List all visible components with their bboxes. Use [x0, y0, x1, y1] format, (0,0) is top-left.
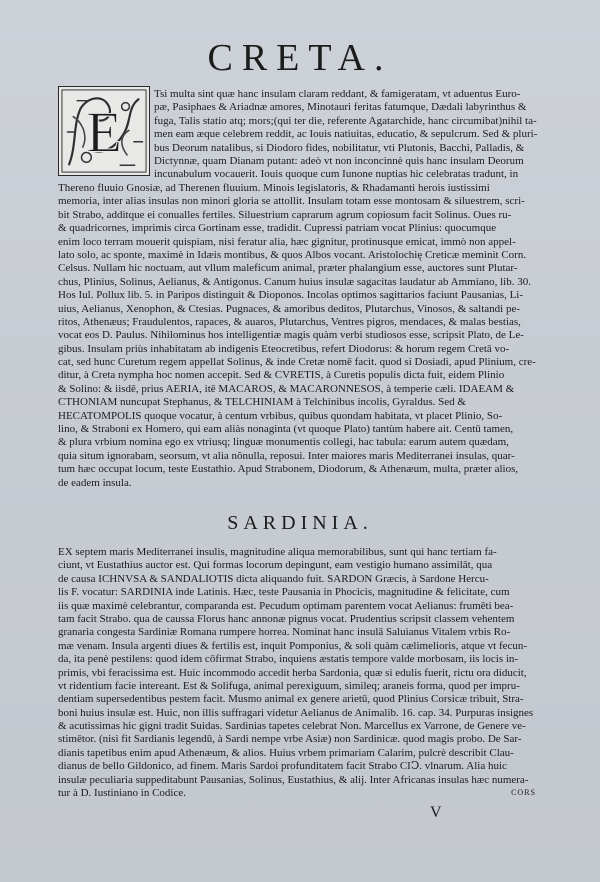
- text-line: quia situm ignorabam, seorsum, vt alia nõnulla, reposui. Inter maiores maris Mediterranei insulas, quar-: [58, 449, 515, 462]
- text-line: bit Strabo, additque ei conualles fertiles. Siluestrium caprarum agrum copiosum facit Solinus. Oues ru-: [58, 208, 512, 221]
- text-line: CTHONIAM nuncupat Stephanus, & TELCHINIAM à Telchinibus incolis, Gyraldus. Sed &: [58, 396, 466, 409]
- text-line: dianus de bello Gildonico, ad finem. Maris Sardoi profunditatem facit Strabo CIↃ. vlnarum. Alia huic: [58, 760, 507, 773]
- text-line: de causa ICHNVSA & SANDALIOTIS dicta aliquando fuit. SARDON Græcis, à Sardone Hercu-: [58, 572, 489, 585]
- text-line: lato solo, ac sponte, maximè in Idæis montibus, & quos Albos vocant. Aristolochię Creticæ meminit Corn.: [58, 248, 527, 261]
- ornament-icon: [59, 87, 149, 175]
- svg-text:E: E: [86, 99, 122, 165]
- text-line: & plura vrbium nomina ego ex vtriusq; linguæ monumentis collegi, hac tabula: earum autem quædam,: [58, 436, 509, 449]
- text-line: ciunt, vt Eustathius auctor est. Qui formas locorum depingunt, eam vestigio humano assimilāt, qua: [58, 559, 493, 572]
- text-line: Celsus. Nullam hic noctuam, aut vllum maleficum animal, præter phalangium esse, auctores sunt Plutar-: [58, 262, 518, 275]
- text-line: lis F. vocatur: SARDINIA inde Latinis. Hæc, teste Pausania in Phocicis, magnitudine & felicitate, cum: [58, 586, 510, 599]
- text-line: gibus. Insulam priùs inhabitatam ab indigenis Eteocretibus, refert Diodorus: & horum regem Cretā vo-: [58, 342, 510, 355]
- text-line: insulæ peculiaria suppeditabunt Pausanias, Solinus, Eustathius, & alij. Inter Africanas insulas hæc numera-: [58, 773, 529, 786]
- text-line: & quadricornes, imprimis circa Gortinam esse, tradidit. Cupressi patriam vocat Plinius: quocumque: [58, 222, 497, 235]
- text-line: boni huius insulæ est. Huic, non illis suffragari videtur Aelianus de Animalib. 16. cap. 34. Purpuras insignes: [58, 706, 534, 719]
- text-line: ritos, Athenæus; Fraudulentos, rapaces, & auaros, Plutarchus, Ventres pigros, mendaces, & malas bestias,: [58, 315, 521, 328]
- text-line: mæ venam. Insula argenti diues & fertilis est, inquit Pomponius, & soli quàm cælimelioris, atque vt fecun-: [58, 639, 528, 652]
- catchword: CORS: [511, 788, 536, 797]
- text-line: tum hæc occupat locum, teste Eustathio. Apud Strabonem, Diodorum, & Athenæum, multa, præter alios,: [58, 463, 519, 476]
- text-line: incunabulum vocauerit. Iouis quoque cum Iunone nuptias hic celebratas tradunt, in: [154, 168, 519, 181]
- text-line: dentiam supersedentibus pestem facit. Musmo animal ex genere arietū, quod Plinius Corsicæ tribuit, Stra-: [58, 693, 524, 706]
- page-title: CRETA.: [207, 37, 393, 79]
- text-line: uius, Aelianus, Xenophon, & Ctesias. Pugnaces, & amoribus deditos, Plutarchus, Vinosos, & saltandi pe-: [58, 302, 521, 315]
- text-line: bus Deorum natalibus, si Diodoro fides, nobilitatur, vti Plutonis, Bacchi, Palladis, &: [154, 141, 525, 154]
- text-line: enim loco terram mouerit quispiam, nisi feratur alia, hæc gignitur, protinusque emicat, immò non appel-: [58, 235, 516, 248]
- text-line: HECATOMPOLIS quoque vocatur, à centum vrbibus, quibus quondam habitata, vt placet Plinio, So-: [58, 409, 503, 422]
- text-line: iis quæ maximè celebrantur, comparanda est. Pecudum optimam parentem vocat Aelianus: frumēti bea-: [58, 599, 514, 612]
- text-line: vt ridentium facie intereant. Est & Solifuga, animal perexiguum, simileq; araneis forma, quod per impru-: [58, 679, 520, 692]
- text-line: Tsi multa sint quæ hanc insulam claram reddant, & famigeratam, vt aduentus Euro-: [154, 88, 521, 100]
- section-title-sardinia: SARDINIA.: [227, 512, 373, 534]
- creta-body: [58, 182, 552, 490]
- sardinia-body: [58, 546, 552, 800]
- text-line: vocat eos D. Paulus. Nihilominus hos intelligentiæ magis quàm verbi studiosos esse, scripsit Plato, de Le-: [58, 329, 524, 342]
- text-line: tur à D. Iustiniano in Codice.: [58, 787, 187, 800]
- text-line: de eadem insula.: [58, 476, 132, 489]
- text-line: EX septem maris Mediterranei insulis, magnitudine aliqua memorabilibus, sunt qui hanc tertiam fa-: [58, 546, 497, 558]
- signature-mark: V: [430, 804, 442, 821]
- text-line: ditur, à Creta nympha hoc nomen accepit. Sed & CVRETIS, à Curetis populis dicta fuit, eidem Plinio: [58, 369, 505, 382]
- text-line: Hos Iul. Pollux lib. 5. in Paripos distinguit & Dioponos. Incolas optimos sagittarios faciunt Pausanias, Li-: [58, 289, 524, 302]
- text-line: tam facit Strabo. qua de caussa Florus hanc annonæ pignus vocat. Prudentius scripsit classem vehentem: [58, 612, 515, 625]
- text-line: pæ, Pasiphaes & Ariadnæ amores, Minotauri feritas fatumque, Dædali labyrinthus &: [154, 101, 527, 114]
- text-line: lino, & Straboni ex Homero, qui eam aliàs nonaginta (vt quoque Plato) tantùm habere ait. Centū tamen,: [58, 423, 514, 436]
- creta-intro-block: [154, 88, 552, 182]
- text-line: cat, sed hunc Curetum regem appellat Solinus, & inde Cretæ nomē facit. quod si Dosiadi, apud Plinium, cre-: [58, 356, 536, 369]
- text-line: granaria congesta Sardiniæ Romana rumpere horrea. Nominat hanc insulā Saluianus Vitalem vrbis Ro-: [58, 626, 511, 639]
- text-line: primis, vbi feracissima est. Huic incommodo accedit herba Sardonia, quæ si edulis fuerit, rictu ora diducit,: [58, 666, 527, 679]
- text-line: men eam æque celebrem reddit, ac Iouis natiuitas, educatio, & sepulcrum. Sed & pluri-: [154, 128, 538, 141]
- text-line: da, ita penè pestilens: quod idem cōfirmat Strabo, inquiens æstatis tempore valde morbosam, iis locis in-: [58, 653, 519, 666]
- text-line: fuga, Talis statio atq; mors;(qui ter die, referente Agatarchide, hanc circumibat)nihil ta-: [154, 114, 537, 127]
- text-line: stimētor. (nisi fit Sardianis legendū, à Sardi nempe vrbe Asiæ) non Sardinicæ. quod magis probo. De Sar-: [58, 733, 522, 746]
- text-line: memoria, inter alias insulas non minori gloria se attollit. Insulam totam esse montosam & siluestrem, scri-: [58, 195, 525, 208]
- text-line: Dictynnæ, quam Dianam putant: adeò vt non inconcinnè quis hanc insulam Deorum: [154, 154, 524, 167]
- text-line: dianis tapetibus enim apud Athenæum, & alios. Huius vrbem primariam Calarim, pulcrè describit Clau-: [58, 746, 514, 759]
- text-line: & acutissimas hic gigni tradit Suidas. Sardinias tapetes celebrat Non. Marcellus ex Varrone, de Genere ve-: [58, 720, 526, 733]
- text-line: & Solino: & iisdē, prius AERIA, itē MACAROS, & MACARONNESOS, à temperie cæli. IDAEAM &: [58, 382, 515, 395]
- decorated-initial-e: [58, 86, 150, 176]
- text-line: chus, Plinius, Solinus, Aelianus, & Antigonus. Canum huius insulæ sagacitas laudatur ab Ammiano, lib. 30.: [58, 275, 531, 288]
- text-line: Thereno fluuio Gnosiæ, ad Therenen fluuium. Minois legislatoris, & Rhadamanti herois iustissimi: [58, 182, 490, 194]
